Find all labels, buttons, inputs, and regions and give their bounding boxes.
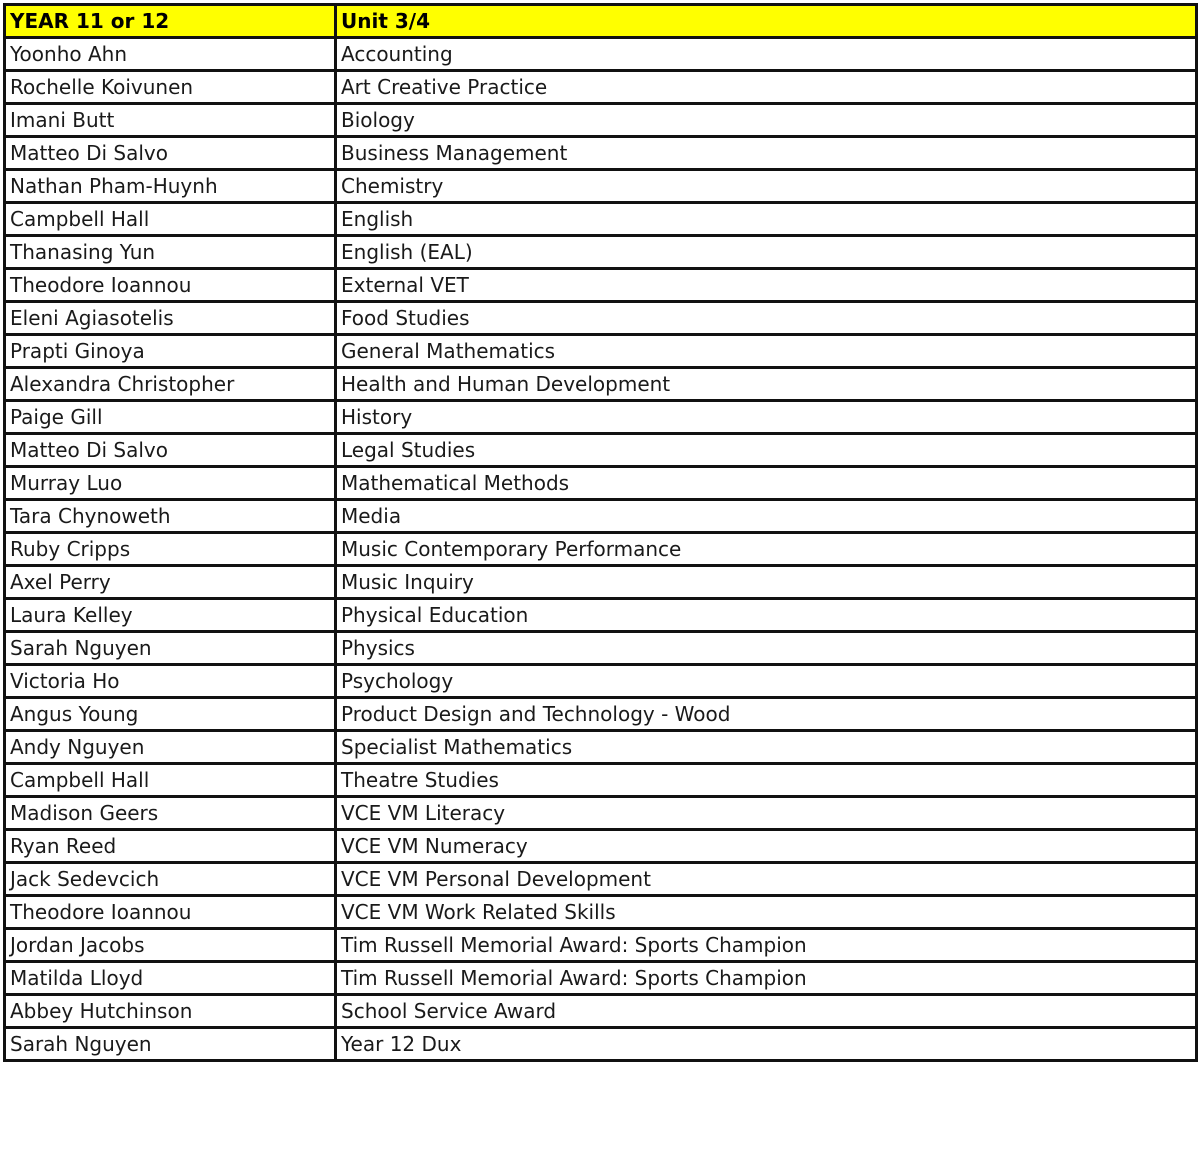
- student-name-cell: Imani Butt: [5, 104, 336, 137]
- table-body: [5, 38, 1197, 1061]
- table-row: [5, 995, 1197, 1028]
- award-subject-cell: Business Management: [336, 137, 1197, 170]
- student-name-cell: Madison Geers: [5, 797, 336, 830]
- award-subject-cell: Legal Studies: [336, 434, 1197, 467]
- student-name-cell: Thanasing Yun: [5, 236, 336, 269]
- student-name-cell: Andy Nguyen: [5, 731, 336, 764]
- student-name-cell: Rochelle Koivunen: [5, 71, 336, 104]
- student-name-cell: Ruby Cripps: [5, 533, 336, 566]
- table-row: [5, 302, 1197, 335]
- award-subject-cell: English: [336, 203, 1197, 236]
- award-subject-cell: Accounting: [336, 38, 1197, 71]
- award-subject-cell: Chemistry: [336, 170, 1197, 203]
- table-row: [5, 500, 1197, 533]
- table-row: [5, 698, 1197, 731]
- student-name-cell: Matteo Di Salvo: [5, 137, 336, 170]
- student-name-cell: Nathan Pham-Huynh: [5, 170, 336, 203]
- student-name-cell: Tara Chynoweth: [5, 500, 336, 533]
- table-row: [5, 896, 1197, 929]
- student-name-cell: Angus Young: [5, 698, 336, 731]
- header-unit: Unit 3/4: [336, 5, 1197, 38]
- table-row: [5, 38, 1197, 71]
- award-subject-cell: General Mathematics: [336, 335, 1197, 368]
- table-row: [5, 335, 1197, 368]
- student-name-cell: Jack Sedevcich: [5, 863, 336, 896]
- student-name-cell: Campbell Hall: [5, 203, 336, 236]
- table-row: [5, 962, 1197, 995]
- award-subject-cell: Biology: [336, 104, 1197, 137]
- header-year: YEAR 11 or 12: [5, 5, 336, 38]
- award-subject-cell: History: [336, 401, 1197, 434]
- award-subject-cell: Physical Education: [336, 599, 1197, 632]
- awards-table: [3, 3, 1198, 1062]
- award-subject-cell: Art Creative Practice: [336, 71, 1197, 104]
- student-name-cell: Abbey Hutchinson: [5, 995, 336, 1028]
- student-name-cell: Yoonho Ahn: [5, 38, 336, 71]
- awards-sheet: [3, 3, 1195, 1062]
- award-subject-cell: Product Design and Technology - Wood: [336, 698, 1197, 731]
- student-name-cell: Jordan Jacobs: [5, 929, 336, 962]
- table-row: [5, 764, 1197, 797]
- student-name-cell: Murray Luo: [5, 467, 336, 500]
- table-row: [5, 533, 1197, 566]
- student-name-cell: Theodore Ioannou: [5, 269, 336, 302]
- student-name-cell: Paige Gill: [5, 401, 336, 434]
- table-row: [5, 104, 1197, 137]
- student-name-cell: Sarah Nguyen: [5, 632, 336, 665]
- student-name-cell: Ryan Reed: [5, 830, 336, 863]
- award-subject-cell: Theatre Studies: [336, 764, 1197, 797]
- header-row: [5, 5, 1197, 38]
- student-name-cell: Laura Kelley: [5, 599, 336, 632]
- student-name-cell: Axel Perry: [5, 566, 336, 599]
- award-subject-cell: Specialist Mathematics: [336, 731, 1197, 764]
- table-row: [5, 467, 1197, 500]
- award-subject-cell: Mathematical Methods: [336, 467, 1197, 500]
- award-subject-cell: Psychology: [336, 665, 1197, 698]
- award-subject-cell: VCE VM Literacy: [336, 797, 1197, 830]
- table-row: [5, 863, 1197, 896]
- award-subject-cell: Tim Russell Memorial Award: Sports Champion: [336, 929, 1197, 962]
- award-subject-cell: Media: [336, 500, 1197, 533]
- student-name-cell: Campbell Hall: [5, 764, 336, 797]
- student-name-cell: Eleni Agiasotelis: [5, 302, 336, 335]
- award-subject-cell: Physics: [336, 632, 1197, 665]
- student-name-cell: Alexandra Christopher: [5, 368, 336, 401]
- table-header: [5, 5, 1197, 38]
- table-row: [5, 1028, 1197, 1061]
- award-subject-cell: Music Inquiry: [336, 566, 1197, 599]
- award-subject-cell: Tim Russell Memorial Award: Sports Champion: [336, 962, 1197, 995]
- award-subject-cell: VCE VM Numeracy: [336, 830, 1197, 863]
- table-row: [5, 929, 1197, 962]
- table-row: [5, 269, 1197, 302]
- award-subject-cell: English (EAL): [336, 236, 1197, 269]
- table-row: [5, 71, 1197, 104]
- award-subject-cell: Health and Human Development: [336, 368, 1197, 401]
- table-row: [5, 566, 1197, 599]
- student-name-cell: Matilda Lloyd: [5, 962, 336, 995]
- table-row: [5, 665, 1197, 698]
- table-row: [5, 797, 1197, 830]
- award-subject-cell: VCE VM Work Related Skills: [336, 896, 1197, 929]
- award-subject-cell: VCE VM Personal Development: [336, 863, 1197, 896]
- table-row: [5, 203, 1197, 236]
- table-row: [5, 170, 1197, 203]
- student-name-cell: Theodore Ioannou: [5, 896, 336, 929]
- table-row: [5, 731, 1197, 764]
- student-name-cell: Victoria Ho: [5, 665, 336, 698]
- table-row: [5, 599, 1197, 632]
- table-row: [5, 434, 1197, 467]
- table-row: [5, 401, 1197, 434]
- table-row: [5, 368, 1197, 401]
- table-row: [5, 632, 1197, 665]
- student-name-cell: Sarah Nguyen: [5, 1028, 336, 1061]
- table-row: [5, 137, 1197, 170]
- award-subject-cell: Food Studies: [336, 302, 1197, 335]
- table-row: [5, 236, 1197, 269]
- table-row: [5, 830, 1197, 863]
- award-subject-cell: Year 12 Dux: [336, 1028, 1197, 1061]
- award-subject-cell: External VET: [336, 269, 1197, 302]
- award-subject-cell: School Service Award: [336, 995, 1197, 1028]
- student-name-cell: Matteo Di Salvo: [5, 434, 336, 467]
- student-name-cell: Prapti Ginoya: [5, 335, 336, 368]
- award-subject-cell: Music Contemporary Performance: [336, 533, 1197, 566]
